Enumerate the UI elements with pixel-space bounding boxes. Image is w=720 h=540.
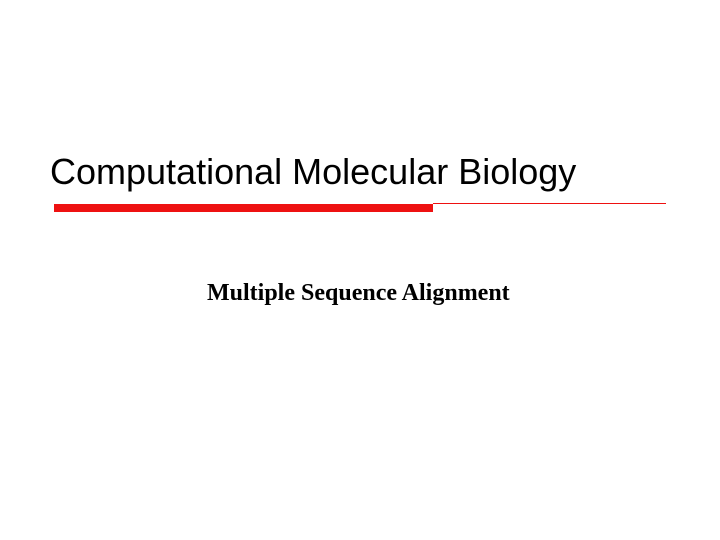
slide-subtitle: Multiple Sequence Alignment — [207, 280, 510, 306]
title-underline-thin — [433, 203, 666, 204]
title-underline-thick — [54, 204, 433, 212]
slide-title: Computational Molecular Biology — [50, 151, 577, 192]
